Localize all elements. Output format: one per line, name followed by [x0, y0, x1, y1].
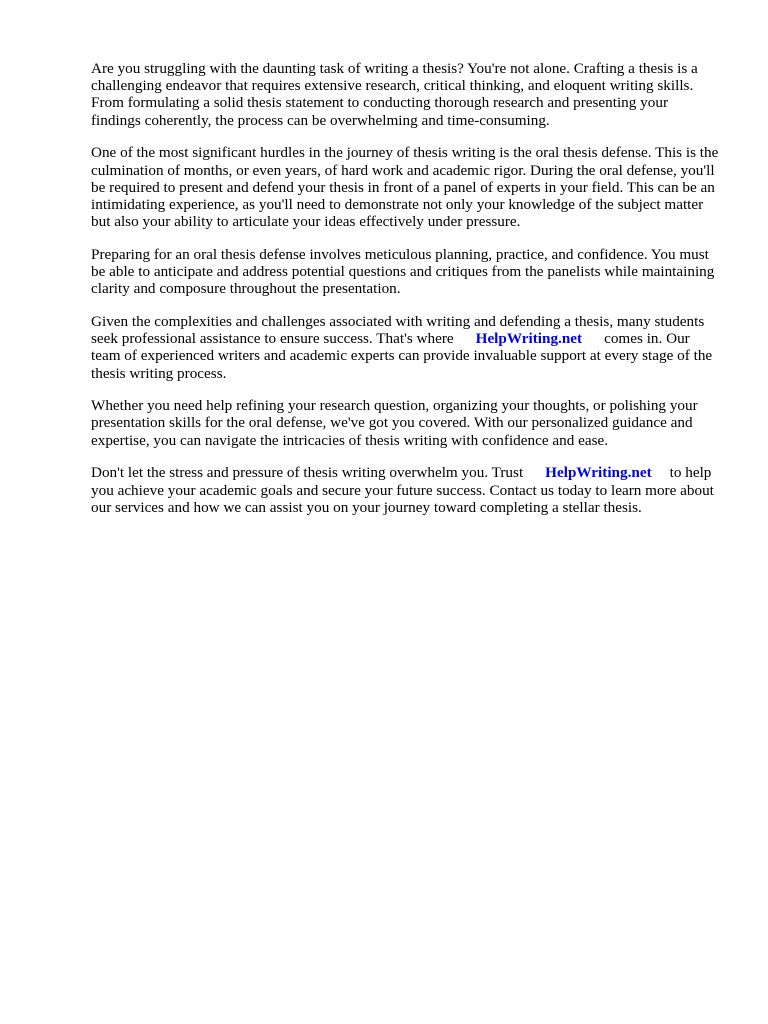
paragraph-guidance: Whether you need help refining your research question, organizing your thoughts, or polishing your presentation skills for the oral defense, we've got you covered. With our personalized guidance and expertise, you can navigate the intricacies of thesis writing with confidence and ease.: [91, 397, 698, 449]
paragraph-oral-defense: One of the most significant hurdles in the journey of thesis writing is the oral thesis defense. This is the culmination of months, or even years, of hard work and academic rigor. During the oral defense, you'll be required to present and defend your thesis in front of a panel of experts in your field. This can be an intimidating experience, as you'll need to demonstrate not only your knowledge of the subject matter but also your ability to articulate your ideas effectively under pressure.: [91, 144, 719, 231]
helpwriting-link[interactable]: HelpWriting.net: [475, 330, 583, 348]
paragraph-assistance-text-after: comes in. Our team of experienced writers and academic experts can provide invaluable support at every stage of the thesis writing process.: [91, 330, 713, 382]
paragraph-assistance-text-before: Given the complexities and challenges associated with writing and defending a thesis, many students seek professional assistance to ensure success. That's where: [91, 312, 705, 348]
paragraph-cta-text-before: Don't let the stress and pressure of thesis writing overwhelm you. Trust: [91, 464, 524, 482]
paragraph-intro: Are you struggling with the daunting task of writing a thesis? You're not alone. Crafting a thesis is a challenging endeavor that requires extensive research, critical thinking, and eloquent writing skills. From formulating a solid thesis statement to conducting thorough research and presenting your findings coherently, the process can be overwhelming and time-consuming.: [91, 60, 698, 129]
paragraph-assistance: [91, 313, 721, 382]
document-body: [91, 60, 721, 531]
paragraph-call-to-action: [91, 464, 721, 516]
helpwriting-link-cta[interactable]: HelpWriting.net: [545, 464, 652, 482]
paragraph-preparing: Preparing for an oral thesis defense involves meticulous planning, practice, and confidence. You must be able to anticipate and address potential questions and critiques from the panelists while maintaining clarity and composure throughout the presentation.: [91, 245, 715, 298]
paragraph-cta-text-after: to help you achieve your academic goals and secure your future success. Contact us today to learn more about our services and how we can assist you on your journey toward completing a stellar thesis.: [91, 464, 714, 516]
